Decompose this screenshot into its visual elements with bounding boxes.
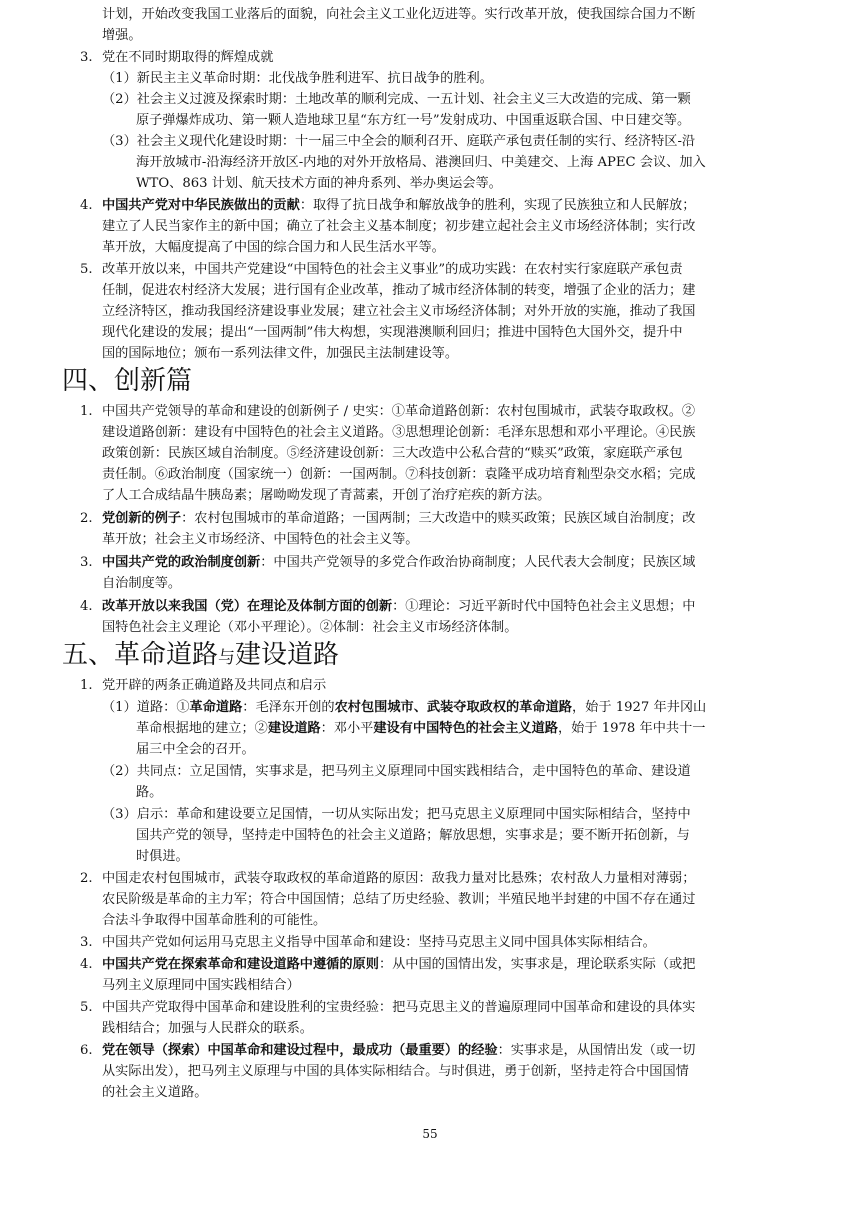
sub-item-cont: 路。 <box>136 785 163 800</box>
paragraph-line: 建设道路创新：建设有中国特色的社会主义道路。③思想理论创新：毛泽东思想和邓小平理论。④民族 <box>102 425 696 440</box>
paragraph-line: 革开放，大幅度提高了中国的综合国力和人民生活水平等。 <box>102 240 445 255</box>
paragraph-line: 农民阶级是革命的主力军；符合中国国情；总结了历史经验、教训；半殖民地半封建的中国不存在通过 <box>102 892 696 907</box>
list-item-title: 党在不同时期取得的辉煌成就 <box>102 50 274 65</box>
sub-item-cont: 时俱进。 <box>136 849 189 864</box>
list-number: 3. <box>80 935 93 950</box>
list-item <box>102 552 695 573</box>
sub-item: （2）共同点：立足国情，实事求是，把马列主义原理同中国实践相结合，走中国特色的革命、建设道 <box>102 764 691 779</box>
text-run: ，始于 1978 年中共十一 <box>558 721 706 736</box>
list-number: 3. <box>80 555 93 570</box>
sub-item-cont: 原子弹爆炸成功、第一颗人造地球卫星“东方红一号”发射成功、中国重返联合国、中日建交等。 <box>136 113 691 128</box>
paragraph-line: 合法斗争取得中国革命胜利的可能性。 <box>102 913 327 928</box>
paragraph-line: 革开放；社会主义市场经济、中国特色的社会主义等。 <box>102 532 419 547</box>
heading-part: 建设道路 <box>235 640 340 670</box>
text-run: ：实事求是，从国情出发（或一切 <box>497 1043 696 1058</box>
heading-connector: 与 <box>218 648 236 668</box>
paragraph-line: 中国共产党如何运用马克思主义指导中国革命和建设：坚持马克思主义同中国具体实际相结合。 <box>102 935 656 950</box>
text-run: ：中国共产党领导的多党合作政治协商制度；人民代表大会制度；民族区域 <box>260 555 696 570</box>
text-run: ：农村包围城市的革命道路；一国两制；三大改造中的赎买政策；民族区域自治制度；改 <box>181 511 696 526</box>
sub-item-cont <box>136 718 705 739</box>
list-item <box>102 195 695 216</box>
list-number: 4. <box>80 599 93 614</box>
sub-item-cont: 海开放城市-沿海经济开放区-内地的对外开放格局、港澳回归、中美建交、上海 APEC 会议、加入 <box>136 155 706 170</box>
list-item <box>102 1040 695 1061</box>
sub-item-cont: 届三中全会的召开。 <box>136 742 255 757</box>
paragraph-line: 建立了人民当家作主的新中国；确立了社会主义基本制度；初步建立起社会主义市场经济体制；实行改 <box>102 219 696 234</box>
list-number: 1. <box>80 678 93 693</box>
list-item <box>102 954 695 975</box>
paragraph-line: 立经济特区，推动我国经济建设事业发展；建立社会主义市场经济体制；对外开放的实施，推动了我国 <box>102 304 696 319</box>
bold-term: 中国共产党在探索革命和建设道路中遵循的原则 <box>102 957 379 972</box>
paragraph-line: 的社会主义道路。 <box>102 1085 208 1100</box>
page-number: 55 <box>422 1127 438 1141</box>
sub-item: （2）社会主义过渡及探索时期：土地改革的顺利完成、一五计划、社会主义三大改造的完成、第一颗 <box>102 92 691 107</box>
paragraph-line: 现代化建设的发展；提出“一国两制”伟大构想，实现港澳顺利回归；推进中国特色大国外交，提升中 <box>102 325 683 340</box>
list-number: 2. <box>80 511 93 526</box>
paragraph-line: 任制，促进农村经济大发展；进行国有企业改革，推动了城市经济体制的转变，增强了企业的活力；建 <box>102 283 696 298</box>
section-heading: 四、创新篇 <box>62 366 193 396</box>
list-item-title: 党开辟的两条正确道路及共同点和启示 <box>102 678 327 693</box>
sub-item <box>102 697 706 718</box>
text-run: （1）道路：① <box>102 700 190 715</box>
paragraph-line: 计划，开始改变我国工业落后的面貌，向社会主义工业化迈进等。实行改革开放，使我国综合国力不断 <box>102 7 696 22</box>
bold-term: 农村包围城市、武装夺取政权的革命道路 <box>334 700 572 715</box>
sub-item: （3）社会主义现代化建设时期：十一届三中全会的顺利召开、庭联产承包责任制的实行、经济特区-沿 <box>102 134 696 149</box>
list-number: 4. <box>80 198 93 213</box>
paragraph-line: 中国共产党取得中国革命和建设胜利的宝贵经验：把马克思主义的普遍原理同中国革命和建设的具体实 <box>102 1000 696 1015</box>
paragraph-line: 自治制度等。 <box>102 576 182 591</box>
bold-term: 建设道路 <box>267 721 321 736</box>
text-run: ：取得了抗日战争和解放战争的胜利，实现了民族独立和人民解放； <box>299 198 696 213</box>
paragraph-line: 增强。 <box>102 28 142 43</box>
text-run: ：邓小平 <box>320 721 374 736</box>
bold-term: 改革开放以来我国（党）在理论及体制方面的创新 <box>102 599 393 614</box>
list-number: 5. <box>80 1000 93 1015</box>
text-run: ，始于 1927 年井冈山 <box>571 700 707 715</box>
sub-item: （1）新民主主义革命时期：北伐战争胜利进军、抗日战争的胜利。 <box>102 71 493 86</box>
paragraph-line: 践相结合；加强与人民群众的联系。 <box>102 1021 313 1036</box>
sub-item-cont: WTO、863 计划、航天技术方面的神舟系列、举办奥运会等。 <box>136 176 502 191</box>
paragraph-line: 了人工合成结晶牛胰岛素；屠呦呦发现了青蒿素，开创了治疗疟疾的新方法。 <box>102 488 551 503</box>
bold-term: 革命道路 <box>189 700 243 715</box>
paragraph-line: 中国走农村包围城市，武装夺取政权的革命道路的原因：敌我力量对比悬殊；农村敌人力量相对薄弱； <box>102 871 696 886</box>
list-number: 5. <box>80 262 93 277</box>
paragraph-line: 马列主义原理同中国实践相结合） <box>102 978 300 993</box>
text-run: ：毛泽东开创的 <box>242 700 335 715</box>
paragraph-line: 政策创新：民族区域自治制度。⑤经济建设创新：三大改造中公私合营的“赎买”政策，家庭联产承包 <box>102 446 683 461</box>
bold-term: 党在领导（探索）中国革命和建设过程中，最成功（最重要）的经验 <box>102 1043 498 1058</box>
bold-term: 建设有中国特色的社会主义道路 <box>373 721 558 736</box>
list-number: 6. <box>80 1043 93 1058</box>
paragraph-line: 国特色社会主义理论（邓小平理论）。②体制：社会主义市场经济体制。 <box>102 620 518 635</box>
paragraph-line: 责任制。⑥政治制度（国家统一）创新：一国两制。⑦科技创新：袁隆平成功培育籼型杂交水稻；完成 <box>102 467 696 482</box>
list-item <box>102 596 695 617</box>
paragraph-line: 从实际出发），把马列主义原理与中国的具体实际相结合。与时俱进，勇于创新，坚持走符合中国国情 <box>102 1064 689 1079</box>
list-number: 1. <box>80 404 93 419</box>
bold-term: 党创新的例子 <box>102 511 182 526</box>
list-number: 3. <box>80 50 93 65</box>
text-run: ：从中国的国情出发，实事求是，理论联系实际（或把 <box>378 957 696 972</box>
paragraph-line: 国的国际地位；颁布一系列法律文件，加强民主法制建设等。 <box>102 346 459 361</box>
paragraph-line: 中国共产党领导的革命和建设的创新例子 / 史实：①革命道路创新：农村包围城市，武装夺取政权。② <box>102 404 696 419</box>
section-heading <box>62 640 339 673</box>
heading-part: 五、革命道路 <box>62 640 219 670</box>
text-run: ：①理论：习近平新时代中国特色社会主义思想；中 <box>392 599 696 614</box>
paragraph-line: 改革开放以来，中国共产党建设“中国特色的社会主义事业”的成功实践：在农村实行家庭联产承包责 <box>102 262 683 277</box>
list-number: 2. <box>80 871 93 886</box>
bold-term: 中国共产党对中华民族做出的贡献 <box>102 198 300 213</box>
list-number: 4. <box>80 957 93 972</box>
list-item <box>102 508 695 529</box>
bold-term: 中国共产党的政治制度创新 <box>102 555 261 570</box>
sub-item: （3）启示：革命和建设要立足国情，一切从实际出发；把马克思主义原理同中国实际相结合，坚持中 <box>102 807 691 822</box>
sub-item-cont: 国共产党的领导，坚持走中国特色的社会主义道路；解放思想，实事求是；要不断开拓创新，与 <box>136 828 690 843</box>
text-run: 革命根据地的建立；② <box>136 721 268 736</box>
